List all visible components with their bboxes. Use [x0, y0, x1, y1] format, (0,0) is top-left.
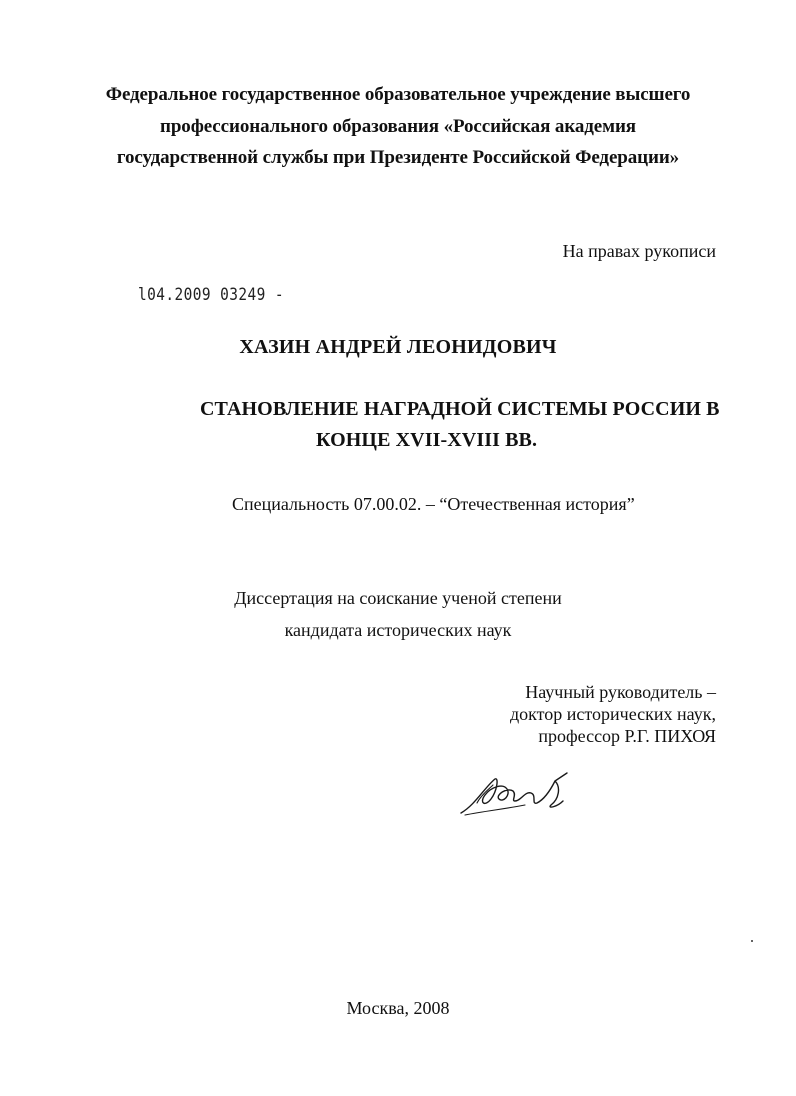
supervisor-line-1: Научный руководитель –	[525, 682, 716, 702]
dissertation-title-line-1: СТАНОВЛЕНИЕ НАГРАДНОЙ СИСТЕМЫ РОССИИ В	[200, 398, 720, 420]
supervisor-line-3: профессор Р.Г. ПИХОЯ	[538, 726, 716, 746]
signature-image	[455, 765, 595, 820]
dissertation-degree-line-1: Диссертация на соискание ученой степени	[234, 588, 562, 608]
institution-line-3: государственной службы при Президенте Российской Федерации»	[116, 147, 680, 168]
dissertation-title-line-2: КОНЦЕ XVII-XVIII ВВ.	[316, 429, 538, 451]
place-and-year: Москва, 2008	[346, 998, 450, 1018]
institution-line-2: профессионального образования «Российская академия	[159, 116, 636, 137]
author-name: ХАЗИН АНДРЕЙ ЛЕОНИДОВИЧ	[239, 336, 557, 358]
library-stamp: l04.2009 03249 -	[138, 285, 285, 305]
specialty: Специальность 07.00.02. – “Отечественная история”	[232, 494, 635, 514]
dissertation-degree-line-2: кандидата исторических наук	[284, 620, 512, 640]
institution-line-1: Федеральное государственное образовательное учреждение высшего	[105, 84, 691, 105]
manuscript-rights-note: На правах рукописи	[562, 241, 716, 261]
scan-speck	[751, 940, 753, 942]
supervisor-line-2: доктор исторических наук,	[510, 704, 716, 724]
